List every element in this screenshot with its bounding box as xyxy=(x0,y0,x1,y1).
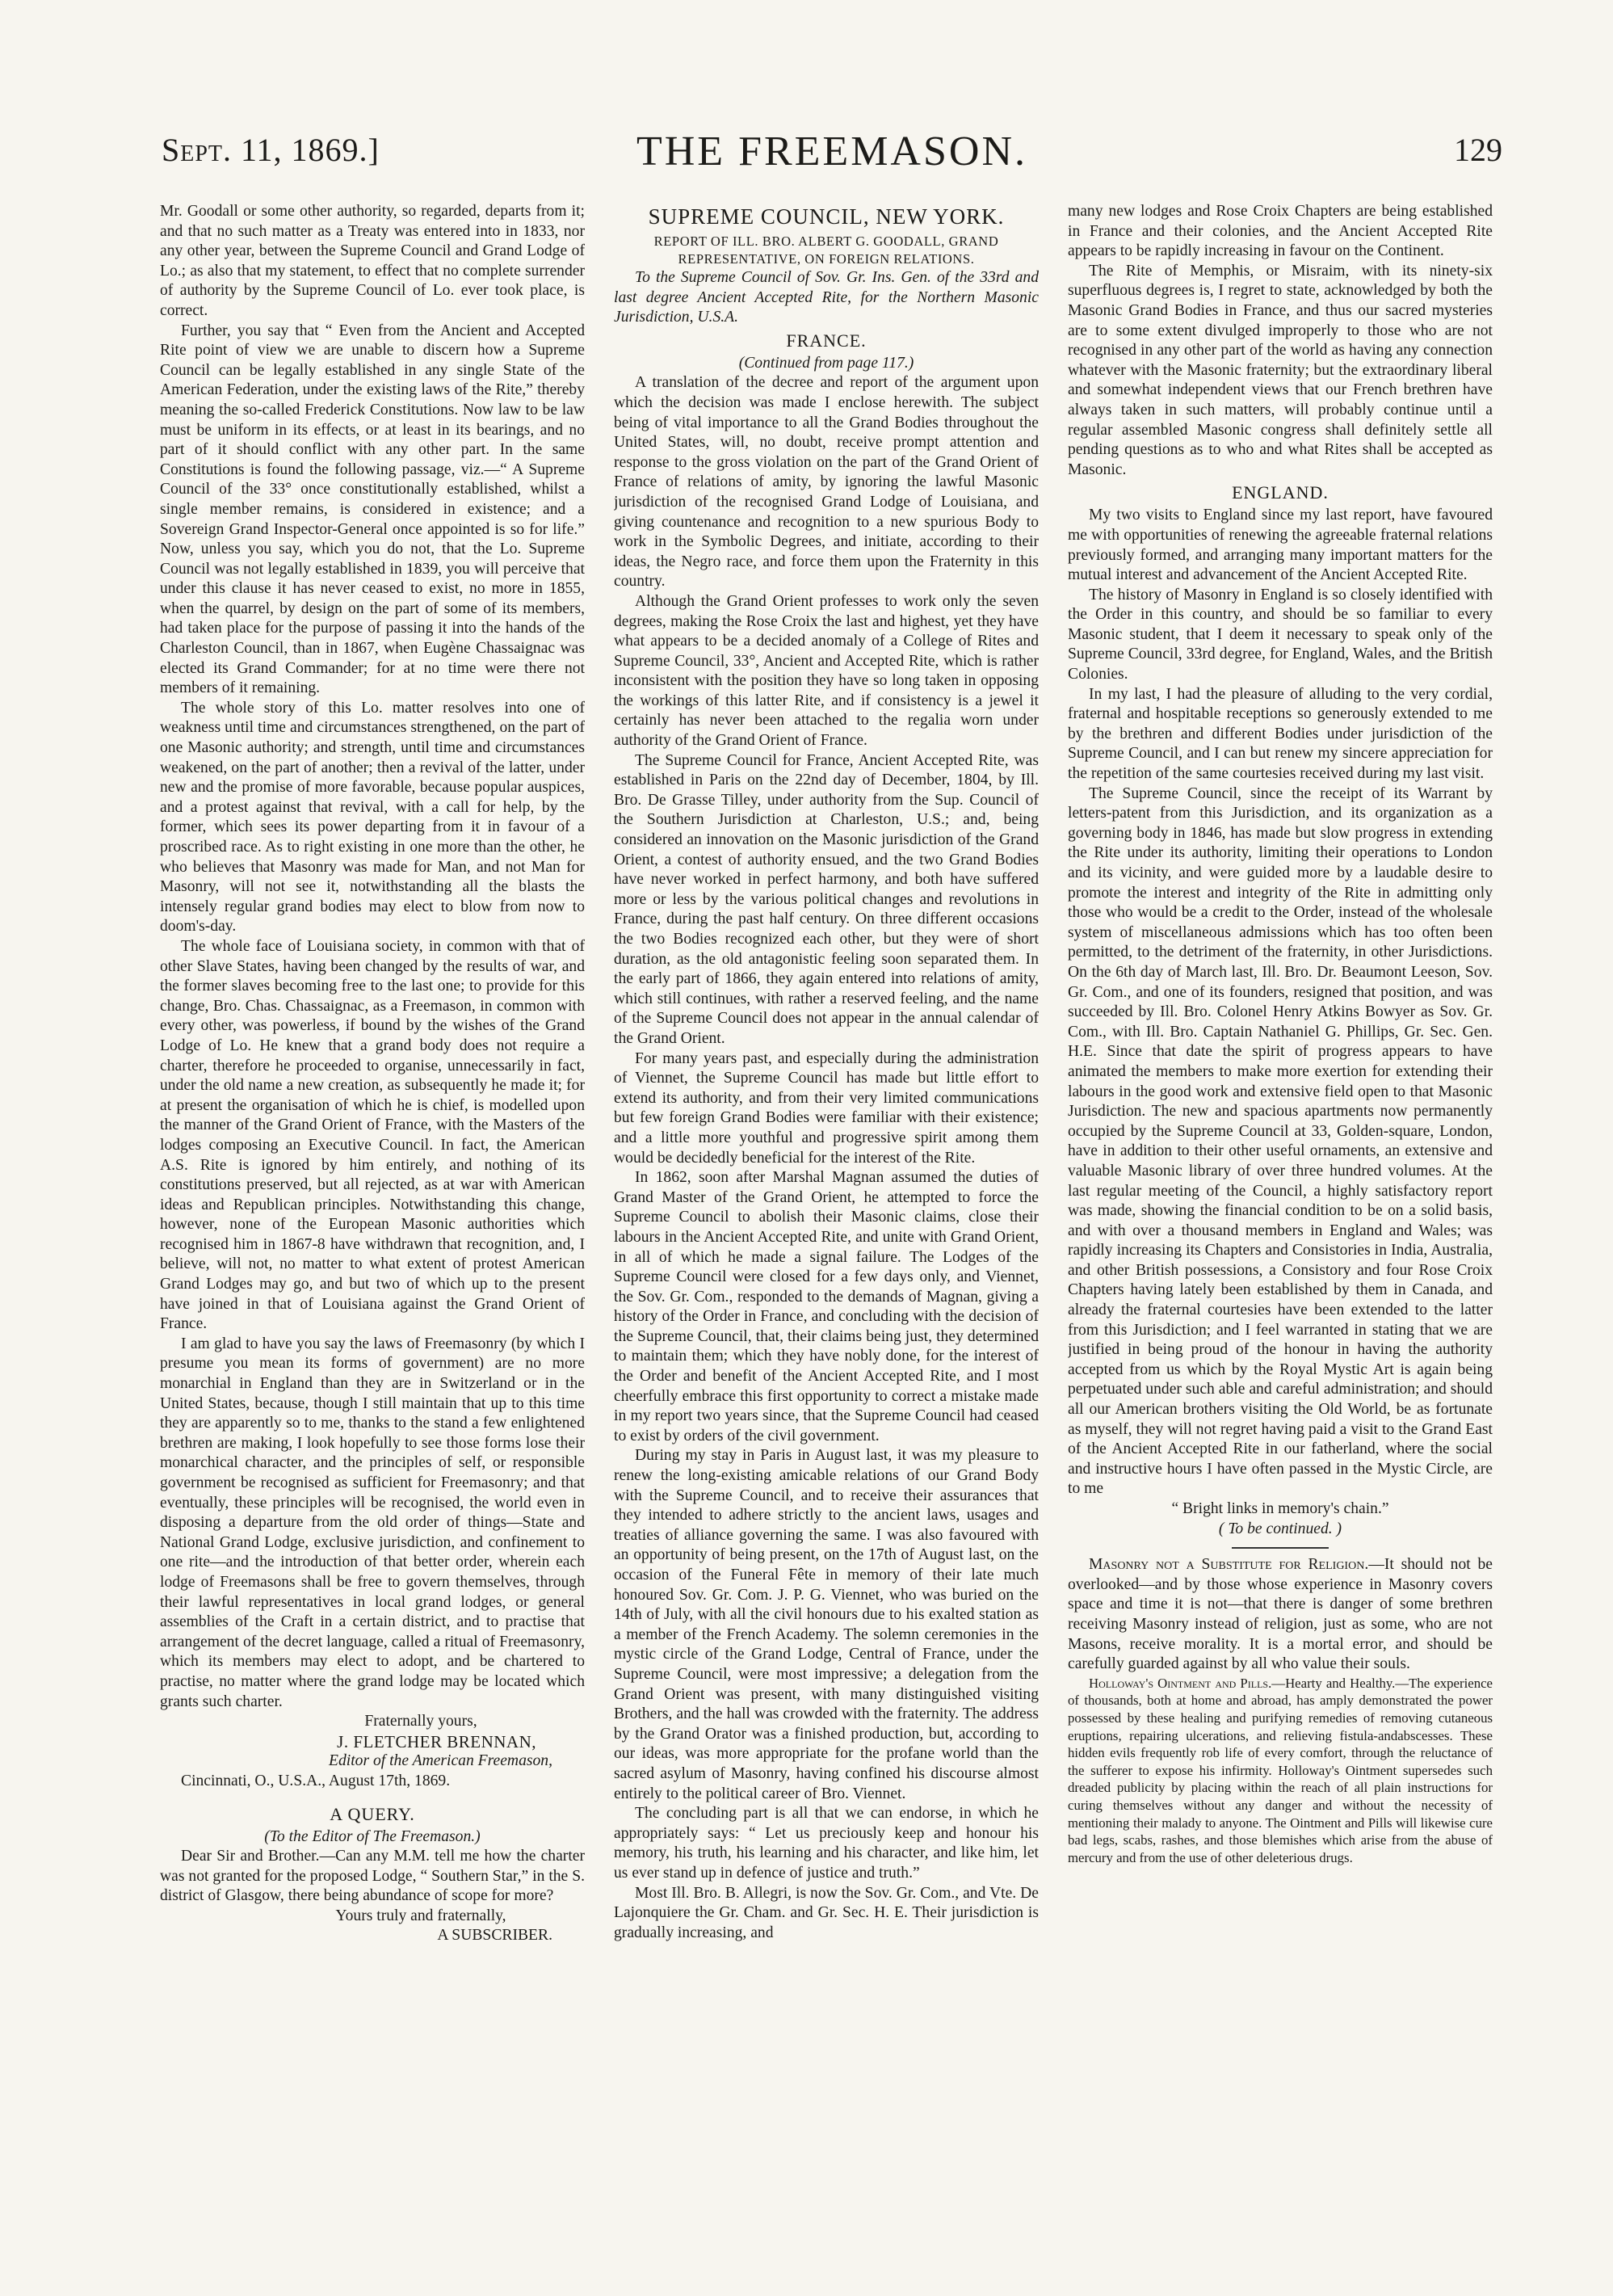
paragraph: I am glad to have you say the laws of Freemasonry (by which I presume you mean its forms of government) are no more monarchial in England than they are in Switzerland or in the United States, because, though I still maintain that up to this time they are apparently so to me, thanks to the stand a few enlightened brethren are making, I look hopefully to see those forms lose their monarchical character, and the principles of self, or responsible government be recognised as sufficient for Freemasonry; and that eventually, these principles will be recognised, the world even in disposing a departure from the old order of things—State and National Grand Lodge, exclusive jurisdiction, and confinement to one rite—and the introduction of that better order, wherein each lodge of Freemasons shall be free to govern themselves, through their lawful representatives in local grand lodges, or general assemblies of the Craft in a certain district, and to practise that arrangement of the decret language, called a ritual of Freemasonry, which its members may elect to adopt, and be chartered to practise, no matter where the grand lodge may be located which grants such charter. xyxy=(160,1335,585,1710)
section-rule xyxy=(1232,1547,1329,1549)
paragraph: During my stay in Paris in August last, it was my pleasure to renew the long-existing amicable relations of our Grand Body with the Supreme Council, and to receive their assurances that they intended to adhere strictly to the ancient laws, usages and treaties of alliance governing the same. I was also favoured with an opportunity of being present, on the 17th of August last, on the occasion of the Funeral Fête in memory of their late much honoured Sov. Gr. Com. J. P. G. Viennet, who was buried on the 14th of July, with all the civil honours due to his exalted station as a member of the French Academy. The solemn ceremonies in the mystic circle of the Grand Lodge, Central of France, under the Supreme Council, were most impressive; a delegation from the Grand Orient was present, with many distinguished visiting Brothers, and the hall was crowded with the fraternity. The address by the Grand Orator was a finished production, but, according to our ideas, was more appropriate for the profane world than the sacred asylum of Masonry, having confined his discourse almost entirely to the political career of Bro. Viennet. xyxy=(614,1447,1039,1802)
paragraph: The Supreme Council for France, Ancient Accepted Rite, was established in Paris on the 22nd day of December, 1804, by Ill. Bro. De Grasse Tilley, under authority from the Sup. Council of the Southern Jurisdiction at Charleston, U.S.; and, being considered an innovation on the Masonic jurisdiction of the Grand Orient, a contest of authority ensued, and the two Grand Bodies have never worked in perfect harmony, and both have suffered more or less by the various political changes and revolutions in France, during the past half century. On three different occasions the two Bodies recognized each other, but they were of short duration, as the old antagonistic feeling soon separated them. In the early part of 1866, they again entered into relations of amity, which still continues, with rather a reserved feeling, and the name of the Supreme Council does not appear in the annual calendar of the Grand Orient. xyxy=(614,751,1039,1047)
page-number: 129 xyxy=(1454,132,1502,168)
query-signer: A SUBSCRIBER. xyxy=(437,1927,552,1945)
paragraph: Further, you say that “ Even from the Ancient and Accepted Rite point of view we are unable to discern how a Supreme Council can be legally established in any single State of the American Federation, under the existing laws of the Rite,” thereby meaning the so-called Frederick Constitutions. Now law to be law must be uniform in its effects, or at least in its bearings, and no part of it should conflict with any other part. In the same Constitutions is found the following passage, viz.—“ A Supreme Council of the 33° once constitutionally established, whilst a single member remains, is considered in existence; and a Sovereign Grand Inspector-General once appointed is so for life.” Now, unless you say, which you do not, that the Lo. Supreme Council was not legally established in 1839, you will perceive that under this clause it has never ceased to exist, no more in 1855, when the quarrel, by design on the part of some of its members, had taken place for the purpose of passing it into the hands of the Charleston Council, than in 1867, when Eugène Chassaignac was elected its Grand Commander; for at no time were there not members of it remaining. xyxy=(160,322,585,697)
advert-text: —Hearty and Healthy.—The experience of thousands, both at home and abroad, has amply demonstrated the power possessed by these healing and purifying remedies of removing cutaneous eruptions, repairing ulcerations, and relieving fistula-andabscesses. These hidden evils frequently rob life of every comfort, through the reluctance of the sufferer to expose his infirmity. Holloway's Ointment supersedes such dreaded publicity by placing within the reach of all plain instructions for curing themselves without any danger and without the necessity of mentioning their malady to anyone. The Ointment and Pills will likewise cure bad legs, scabs, rashes, and those blemishes which arise from the abuse of mercury and from the use of other deleterious drugs. xyxy=(1068,1675,1493,1865)
letter-place-date: Cincinnati, O., U.S.A., August 17th, 1869. xyxy=(181,1772,451,1789)
article-heading: SUPREME COUNCIL, NEW YORK. xyxy=(648,204,1005,229)
signer-title: Editor of the American Freemason, xyxy=(329,1752,552,1770)
column-right xyxy=(1068,202,1493,2270)
paragraph: The Supreme Council, since the receipt of its Warrant by letters-patent from this Jurisdiction, and its organization as a governing body in 1846, has made but slow progress in extending the Rite under its authority, limiting their operations to London and its vicinity, and were guided more by a laudable desire to promote the interest and integrity of the Rite in admitting only those who would be a credit to the Order, instead of the wholesale system of miscellaneous admissions which has too often been permitted, to the detriment of the fraternity, in other Jurisdictions. On the 6th day of March last, Ill. Bro. Dr. Beaumont Leeson, Sov. Gr. Com., and one of its founders, resigned that position, and was succeeded by Ill. Bro. Colonel Henry Atkins Bowyer as Sov. Gr. Com., with Ill. Bro. Captain Nathaniel G. Phillips, Gr. Sec. Gen. H.E. Since that date the spirit of progress appears to have animated the members to make more exertion for extending their labours in the good work and extensive field open to that Masonic Jurisdiction. The new and spacious apartments now permanently occupied by the Supreme Council at 33, Golden-square, London, have in addition to their other useful ornaments, an extensive and valuable Masonic library of over three hundred volumes. At the last regular meeting of the Council, a highly satisfactory report was made, showing the financial condition to be on a solid basis, and with over a thousand members in England and Wales; was rapidly increasing its Chapters and Consistories in India, Australia, and other British possessions, a Consistory and four Rose Croix Chapters having lately been established by them in Canada, and already the fraternal courtesies have been extended to the latter from this Jurisdiction; and I feel warranted in stating that we are justified in being proud of the honour in having the authority accepted from us which by the Royal Mystic Art is again being perpetuated under such able and careful administration; and should all our American brothers visiting the Old World, be as fortunate as myself, they will not regret having paid a visit to the Grand East of the Ancient Accepted Rite in our fatherland, where the social and instructive hours I have often passed in the Mystic Circle, are to me xyxy=(1068,784,1493,1498)
to-be-continued: ( To be continued. ) xyxy=(1218,1520,1342,1537)
paragraph: Mr. Goodall or some other authority, so regarded, departs from it; and that no such matter as a Treaty was entered into in 1833, nor any other year, between the Supreme Council and Grand Lodge of Lo.; as also that my statement, to effect that no complete surrender of authority by the Supreme Council of Lo. ever took place, is correct. xyxy=(160,203,585,319)
section-heading-france: FRANCE. xyxy=(786,330,867,351)
column-middle xyxy=(614,202,1039,2270)
letter-closing: Fraternally yours, xyxy=(364,1713,477,1730)
paragraph: The Rite of Memphis, or Misraim, with its ninety-six superfluous degrees is, I regret to state, acknowledged by both the Masonic Grand Bodies in France, and thus our sacred mysteries are to some extent divulged improperly to those who are not recognised in any other part of the world as having any connection whatever with the Masonic fraternity; but the extraordinary liberal and somewhat independent views that our French brethren have always taken in such matters, will probably continue until a regular assembled Masonic congress shall definitely settle all pending questions as to who and what Rites shall be accepted as Masonic. xyxy=(1068,262,1493,478)
paragraph: My two visits to England since my last report, have favoured me with opportunities of renewing the agreeable fraternal relations previously formed, and arranging many important matters for the mutual interest and advancement of the Ancient Accepted Rite. xyxy=(1068,507,1493,584)
item-religion xyxy=(1068,1555,1493,1675)
query-heading: A QUERY. xyxy=(330,1803,415,1824)
article-subheading: REPORT OF ILL. BRO. ALBERT G. GOODALL, GRAND REPRESENTATIVE, ON FOREIGN RELATIONS. xyxy=(653,233,999,267)
masthead xyxy=(162,128,1502,176)
issue-date: Sept. 11, 1869.] xyxy=(162,132,380,168)
advertisement-holloway xyxy=(1068,1675,1493,1867)
query-addressee: (To the Editor of The Freemason.) xyxy=(264,1827,481,1845)
paragraph: many new lodges and Rose Croix Chapters are being established in France and their colonies, and the Ancient Accepted Rite appears to be rapidly increasing in favour on the Continent. xyxy=(1068,203,1493,260)
item-text: —It should not be overlooked—and by those whose experience in Masonry covers space and time it is not—that there is danger of some brethren receiving Masonry instead of religion, just as some, who are not Masons, receive morality. It is a mortal error, and should be carefully guarded against by all who value their souls. xyxy=(1068,1556,1493,1673)
paragraph: A translation of the decree and report of the argument upon which the decision was made I enclose herewith. The subject being of vital importance to all the Grand Bodies throughout the United States, will, no doubt, receive prompt attention and response to the gross violation on the part of the Grand Orient of France of relations of amity, by ignoring the lawful Masonic jurisdiction of the recognised Grand Lodge of Louisiana, and giving countenance and recognition to a new spurious Body to work in the Symbolic Degrees, and initiate, according to their ideas, the Negro race, and force them upon the Fraternity in this country. xyxy=(614,374,1039,591)
section-heading-england: ENGLAND. xyxy=(1232,482,1329,503)
letter-signer: J. FLETCHER BRENNAN, xyxy=(337,1731,536,1751)
paragraph: For many years past, and especially during the administration of Viennet, the Supreme Council has made but little effort to extend its authority, and from their very limited communications but few foreign Grand Bodies were familiar with their existence; and a little more youthful and progressive spirit among them would be decidedly beneficial for the interest of the Rite. xyxy=(614,1049,1039,1167)
paragraph: In 1862, soon after Marshal Magnan assumed the duties of Grand Master of the Grand Orient, he attempted to force the Supreme Council to abolish their Masonic claims, close their labours in the Ancient Accepted Rite, and unite with Grand Orient, in all of which he made a signal failure. The Lodges of the Supreme Council were closed for a few days only, and Viennet, the Sov. Gr. Com., responded to the demands of Magnan, giving a history of the Order in France, and concluding with the decision of the Supreme Council, that, their claims being just, they determined to maintain them; which they have nobly done, for the interest of the Order and benefit of the Ancient Accepted Rite, and I most cheerfully embrace this first opportunity to correct a mistake made in my report two years since, that the Supreme Council had ceased to exist by orders of the civil government. xyxy=(614,1169,1039,1444)
query-closing: Yours truly and fraternally, xyxy=(335,1907,506,1924)
paragraph: The history of Masonry in England is so closely identified with the Order in this country, and should be so familiar to every Masonic student, that I deem it necessary to speak only of the Supreme Council, 33rd degree, for England, Wales, and the British Colonies. xyxy=(1068,586,1493,683)
paragraph: Most Ill. Bro. B. Allegri, is now the Sov. Gr. Com., and Vte. De Lajonquiere the Gr. Cham. and Gr. Sec. H. E. Their jurisdiction is gradually increasing, and xyxy=(614,1884,1039,1941)
paragraph: The whole story of this Lo. matter resolves into one of weakness until time and circumstances strengthened, on the part of one Masonic authority; and strength, until time and circumstances weakened, on the part of another; then a revival of the latter, under new and the promise of more favorable, because popular auspices, and a protest against that revival, with a call for help, by the former, which sees its power departing from it in favour of a proscribed race. As to right existing in one more than the other, he who believes that Masonry was made for Man, and not Man for Masonry, will not see it, notwithstanding all the blasts the intensely regular grand bodies may elect to blow from now to doom's-day. xyxy=(160,699,585,936)
paper-title: THE FREEMASON. xyxy=(636,128,1028,175)
report-address: To the Supreme Council of Sov. Gr. Ins. Gen. of the 33rd and last degree Ancient Accepted Rite, for the Northern Masonic Jurisdiction, U.S.A. xyxy=(614,269,1039,326)
paragraph: The concluding part is all that we can endorse, in which he appropriately says: “ Let us preciously keep and honour his memory, his truth, his learning and his character, and like him, let us ever stand up in defence of justice and truth.” xyxy=(614,1805,1039,1882)
advert-heading: Holloway's Ointment and Pills. xyxy=(1089,1675,1272,1691)
continued-note: (Continued from page 117.) xyxy=(738,354,914,372)
paragraph: The whole face of Louisiana society, in common with that of other Slave States, having been changed by the results of war, and the former slaves becoming free to the last one; to provide for this change, Bro. Chas. Chassaignac, as a Freemason, in common with every other, was powerless, if bound by the wishes of the Grand Lodge of Lo. He knew that a grand body does not require a charter, therefore he proceeded to organise, unnecessarily in fact, under the old name a new creation, as subsequently he made it; for at present the organisation of which he is chief, is modelled upon the manner of the Grand Orient of France, with the Masters of the lodges composing an Executive Council. In fact, the American A.S. Rite is ignored by him entirely, and nothing of its constitutions preserved, but all rejected, as at war with American ideas and Republican principles. Notwithstanding this change, however, none of the European Masonic authorities which recognised him in 1867-8 have withdrawn that recognition, and, I believe, will not, no matter to what extent of protest American Grand Lodges may go, and but two of which up to the present have joined in that of Louisiana against the Grand Orient of France. xyxy=(160,937,585,1333)
item-heading: Masonry not a Substitute for Religion. xyxy=(1089,1556,1369,1574)
quotation: “ Bright links in memory's chain.” xyxy=(1171,1500,1389,1517)
paragraph: Although the Grand Orient professes to work only the seven degrees, making the Rose Croix the last and highest, yet they have what appears to be a decided anomaly of a College of Rites and Supreme Council, 33°, Ancient and Accepted Rite, which is rather inconsistent with the position they have so long taken in opposing the workings of this latter Rite, and if consistency is a jewel it certainly has never been attached to the regalia worn under authority of the Grand Orient of France. xyxy=(614,592,1039,750)
query-body: Dear Sir and Brother.—Can any M.M. tell me how the charter was not granted for the proposed Lodge, “ Southern Star,” in the S. district of Glasgow, there being abundance of scope for more? xyxy=(160,1848,585,1905)
paragraph: In my last, I had the pleasure of alluding to the very cordial, fraternal and hospitable receptions so generously extended to me by the brethren and different Bodies under jurisdiction of the Supreme Council, and I can but renew my sincere appreciation for the repetition of the same courtesies received during my last visit. xyxy=(1068,685,1493,783)
column-left xyxy=(160,202,585,2270)
